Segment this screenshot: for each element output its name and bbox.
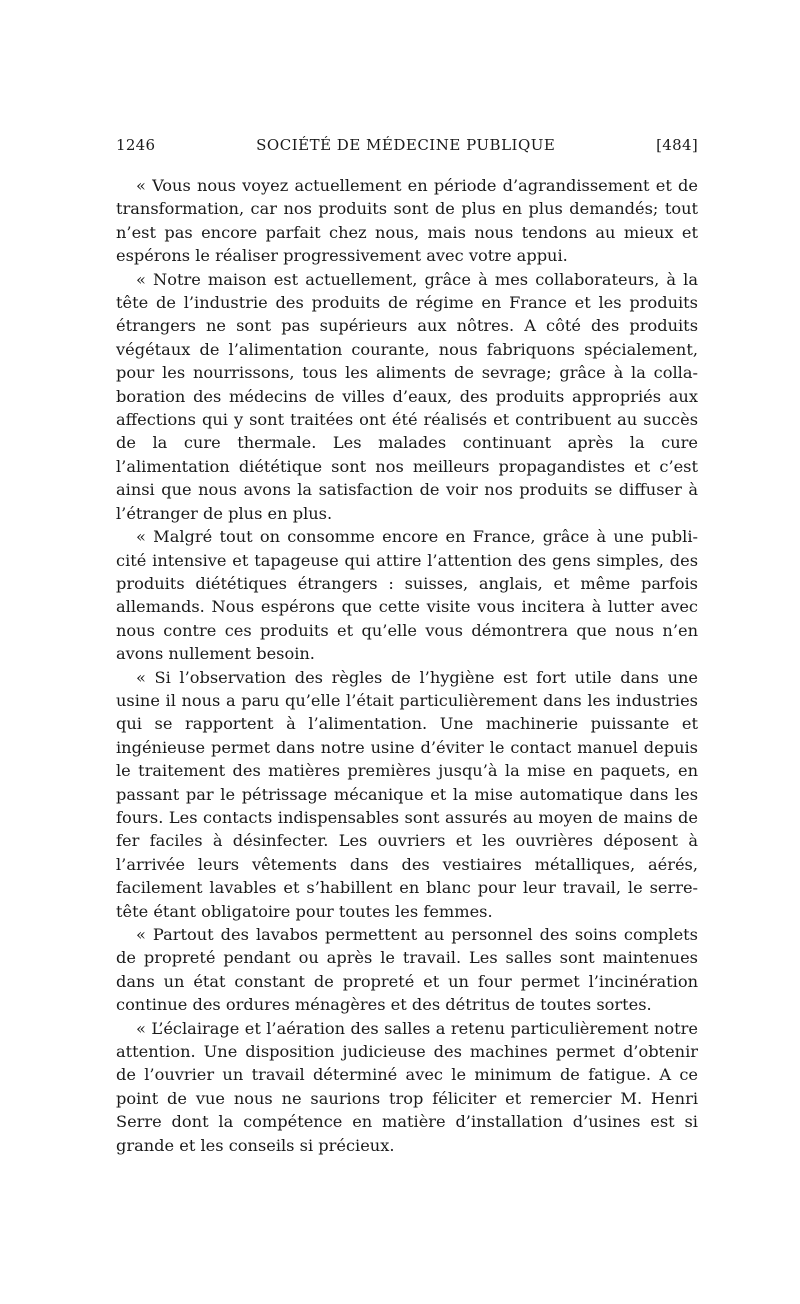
paragraph-2: « Notre maison est actuellement, grâce à mes collaborateurs, à la tête de l’industrie des produits de régime en France et les produits étrangers ne sont pas supérieurs aux nôtres. A côté des produits végétaux de l’alimentation courante, nous fabriquons spécialement, pour les nourrissons, tous les aliments de sevrage; grâce à la collaboration des médecins de villes d’eaux, des produits appropriés aux affections qui y sont traitées ont été réalisés et contribuent au succès de la cure thermale. Les malades continuant après la cure l’alimentation diététique sont nos meilleurs propagandistes et c’est ainsi que nous avons la satisfaction de voir nos produits se diffuser à l’étranger de plus en plus. — [116, 269, 698, 523]
bracket-number: [484] — [656, 136, 698, 154]
running-header — [116, 136, 698, 164]
paragraph-5: « Partout des lavabos permettent au personnel des soins complets de propreté pendant ou après le travail. Les salles sont maintenues dans un état constant de propreté et un four permet l’incinération continue des ordures ménagères et des détritus de toutes sortes. — [116, 925, 698, 1015]
page — [116, 136, 698, 1157]
paragraph-3: « Malgré tout on consomme encore en France, grâce à une publicité intensive et tapageuse qui attire l’attention des gens simples, des produits diététiques étrangers : suisses, anglais, et même parfois allemands. Nous espérons que cette visite vous incitera à lutter avec nous contre ces produits et qu’elle vous démontrera que nous n’en avons nullement besoin. — [116, 527, 698, 664]
running-title: SOCIÉTÉ DE MÉDECINE PUBLIQUE — [256, 136, 556, 154]
paragraph-1: « Vous nous voyez actuellement en période d’agrandissement et de transformation, car nos produits sont de plus en plus demandés; tout n’est pas encore parfait chez nous, mais nous tendons au mieux et espérons le réaliser progressivement avec votre appui. — [116, 176, 698, 266]
body-text — [116, 174, 698, 1157]
paragraph-4: « Si l’observation des règles de l’hygiène est fort utile dans une usine il nous a paru qu’elle l’était particulièrement dans les industries qui se rapportent à l’alimentation. Une machinerie puissante et ingénieuse permet dans notre usine d’éviter le contact manuel depuis le traitement des matières premières jusqu’à la mise en paquets, en passant par le pétrissage mécanique et la mise automatique dans les fours. Les contacts indispensables sont assurés au moyen de mains de fer faciles à désinfecter. Les ouvriers et les ouvrières déposent à l’arrivée leurs vêtements dans des vestiaires métalliques, aérés, facilement lavables et s’habillent en blanc pour leur travail, le serre-tête étant obligatoire pour toutes les femmes. — [116, 667, 698, 921]
page-number: 1246 — [116, 136, 156, 154]
paragraph-6: « L’éclairage et l’aération des salles a retenu particulièrement notre attention. Une disposition judicieuse des machines permet d’obtenir de l’ouvrier un travail déterminé avec le minimum de fatigue. A ce point de vue nous ne saurions trop féliciter et remercier M. Henri Serre dont la compétence en matière d’installation d’usines est si grande et les conseils si précieux. — [116, 1018, 698, 1155]
